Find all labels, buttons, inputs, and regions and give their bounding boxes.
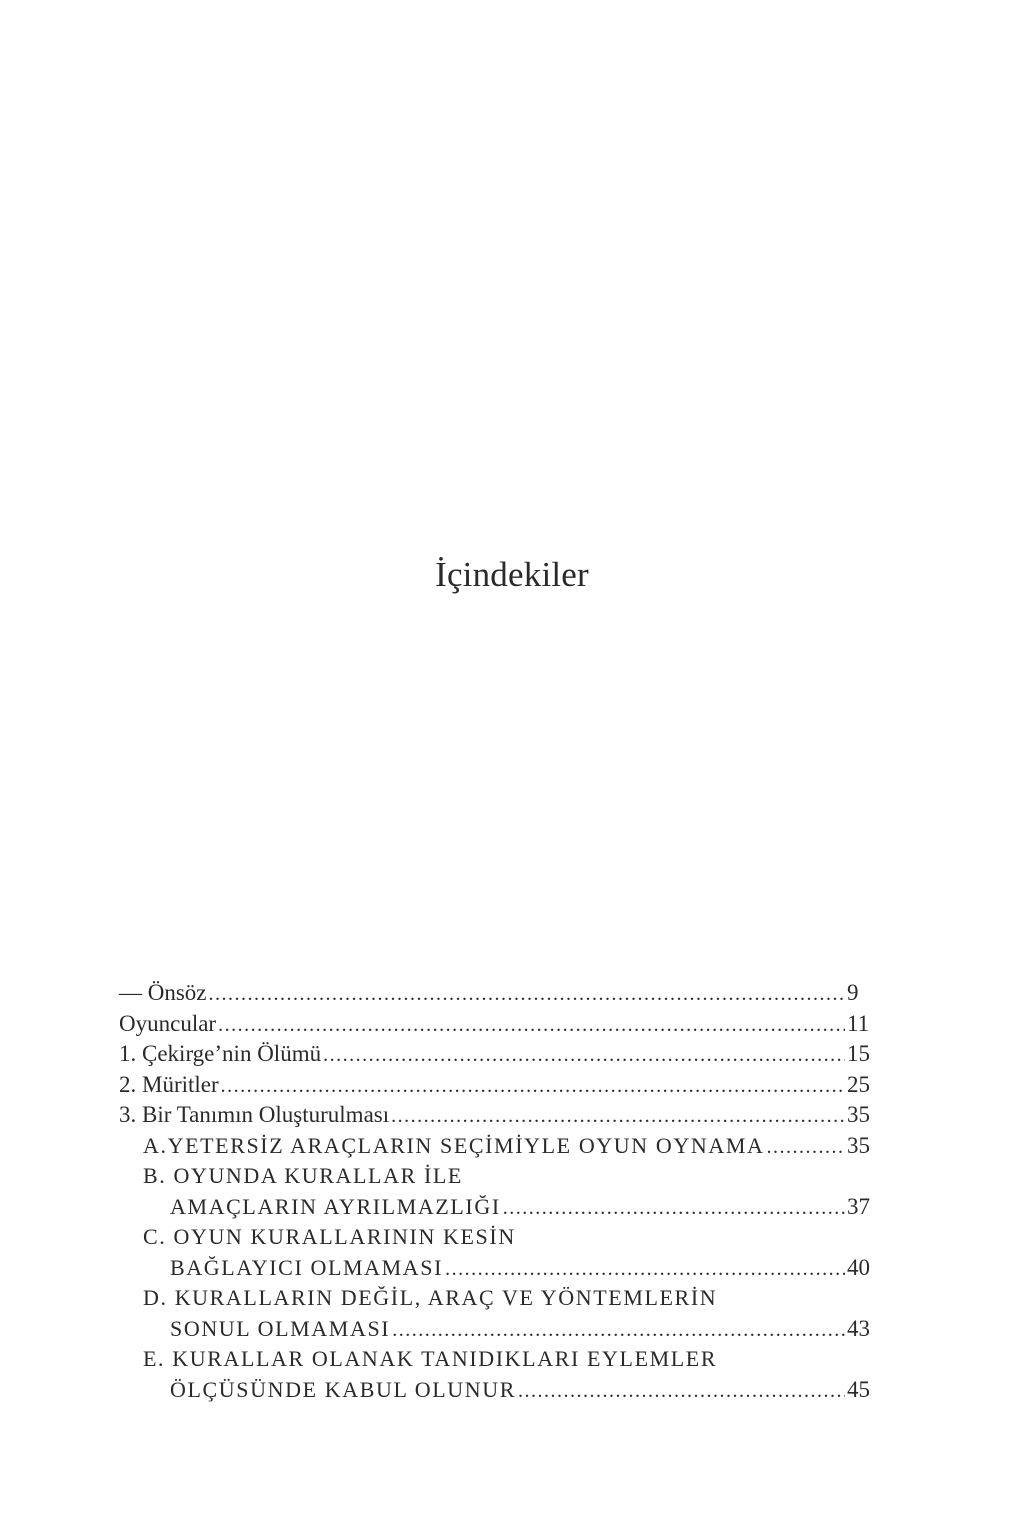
toc-entry-label: E. KURALLAR OLANAK TANIDIKLARI EYLEMLER	[143, 1346, 718, 1371]
toc-page-number: 9	[847, 980, 859, 1005]
toc-entry-label: C. OYUN KURALLARININ KESİN	[143, 1224, 516, 1249]
dot-leader	[503, 1193, 845, 1224]
toc-entry-label: — Önsöz	[119, 980, 207, 1005]
toc-entry-label: 3. Bir Tanımın Oluşturulması	[119, 1102, 390, 1127]
toc-entry-onsoz[interactable]	[119, 978, 875, 1009]
toc-entry-chapter-3[interactable]	[119, 1100, 875, 1131]
dot-leader	[445, 1254, 845, 1285]
toc-page-number: 37	[847, 1193, 870, 1219]
toc-entry-label: Oyuncular	[119, 1010, 217, 1036]
toc-entry-label: B. OYUNDA KURALLAR İLE	[143, 1163, 463, 1188]
toc-subentry-c-line1[interactable]	[119, 1222, 875, 1253]
toc-page-number: 40	[847, 1254, 870, 1280]
dot-leader	[221, 1071, 845, 1102]
dot-leader	[518, 1376, 845, 1407]
dot-leader	[323, 1040, 845, 1071]
toc-entry-label: BAĞLAYICI OLMAMASI	[170, 1254, 444, 1280]
toc-page-number: 35	[847, 1132, 870, 1158]
toc-subentry-d-line1[interactable]	[119, 1283, 875, 1314]
toc-subentry-a[interactable]	[119, 1131, 875, 1162]
dot-leader	[766, 1132, 845, 1163]
toc-subentry-d-line2[interactable]	[119, 1314, 875, 1345]
toc-page-number: 11	[847, 1010, 870, 1036]
toc-entry-label: AMAÇLARIN AYRILMAZLIĞI	[170, 1193, 501, 1219]
toc-subentry-b-line1[interactable]	[119, 1161, 875, 1192]
toc-page-number: 45	[847, 1376, 870, 1402]
toc-subentry-b-line2[interactable]	[119, 1192, 875, 1223]
dot-leader	[218, 1010, 845, 1041]
table-of-contents	[119, 978, 875, 1405]
toc-entry-chapter-2[interactable]	[119, 1070, 875, 1101]
page-title: İçindekiler	[435, 555, 589, 594]
toc-page-number: 35	[847, 1102, 870, 1127]
toc-entry-label: 2. Müritler	[119, 1071, 219, 1097]
dot-leader	[392, 1315, 845, 1346]
toc-entry-label: A.YETERSİZ ARAÇLARIN SEÇİMİYLE OYUN OYNAMA	[143, 1132, 765, 1158]
toc-page-number: 15	[847, 1041, 870, 1066]
toc-entry-label: 1. Çekirge’nin Ölümü	[119, 1041, 322, 1066]
toc-entry-oyuncular[interactable]	[119, 1009, 875, 1040]
toc-entry-chapter-1[interactable]	[119, 1039, 875, 1070]
toc-entry-label: ÖLÇÜSÜNDE KABUL OLUNUR	[170, 1376, 517, 1402]
toc-page-number: 43	[847, 1315, 870, 1341]
dot-leader	[391, 1101, 845, 1132]
toc-entry-label: D. KURALLARIN DEĞİL, ARAÇ VE YÖNTEMLERİN	[143, 1285, 718, 1310]
toc-subentry-e-line2[interactable]	[119, 1375, 875, 1406]
toc-page-number: 25	[847, 1071, 870, 1097]
dot-leader	[209, 979, 845, 1010]
toc-entry-label: SONUL OLMAMASI	[170, 1315, 391, 1341]
toc-subentry-e-line1[interactable]	[119, 1344, 875, 1375]
toc-subentry-c-line2[interactable]	[119, 1253, 875, 1284]
